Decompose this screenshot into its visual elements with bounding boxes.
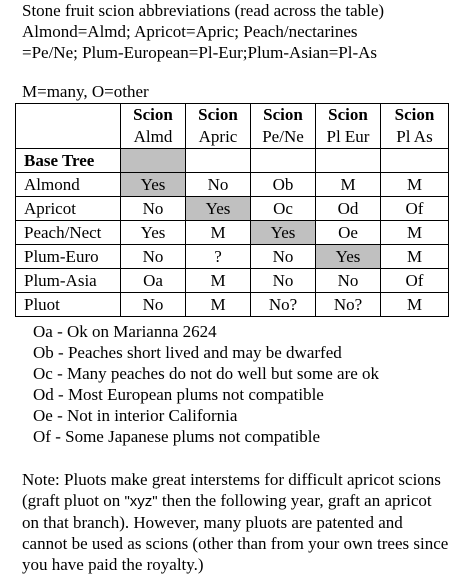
base-tree-label: Base Tree [16,149,121,173]
table-cell: Oc [251,197,316,221]
footnote-code: Oe [33,406,53,425]
footnote-code: Od [33,385,54,404]
table-cell: No [316,269,381,293]
note-text-after: then the following year, graft an apricot on that branch). However, many pluots are patented and cannot be used as scions (other than from your own trees since you have paid the royalty.) [22,491,449,574]
table-cell: No [121,245,186,269]
footnote-text: - Most European plums not compatible [53,385,324,404]
footnote-item [33,321,379,342]
footnote-list [33,321,379,447]
table-cell: M [186,221,251,245]
table-cell: M [381,221,449,245]
table-row [16,173,449,197]
abbreviation-legend: M=many, O=other [22,82,149,101]
row-label: Apricot [16,197,121,221]
footnote-item [33,405,379,426]
header-row-top [16,104,449,126]
corner-cell [16,125,121,149]
footnote-code: Oc [33,364,53,383]
footnote-item [33,426,379,447]
table-cell: M [186,269,251,293]
empty-cell [186,149,251,173]
note-text-before: Note: Pluots make great interstems for difficult apricot scions (graft pluot on [22,470,441,510]
header-scion-type: Pe/Ne [251,125,316,149]
table-row [16,245,449,269]
intro-text [22,0,452,63]
corner-cell [16,104,121,126]
row-label: Plum-Asia [16,269,121,293]
header-scion: Scion [251,104,316,126]
table-cell: Oa [121,269,186,293]
table-cell: M [381,245,449,269]
header-scion: Scion [186,104,251,126]
header-scion: Scion [316,104,381,126]
footnote-text: - Ok on Marianna 2624 [52,322,217,341]
table-cell: Of [381,269,449,293]
footnote-code: Ob [33,343,54,362]
base-tree-row [16,149,449,173]
table-cell: Of [381,197,449,221]
table-cell: No [186,173,251,197]
table-row [16,197,449,221]
table-cell: No [121,197,186,221]
header-scion-type: Pl Eur [316,125,381,149]
table-cell: M [186,293,251,317]
note-code: "xyz" [124,493,158,510]
table-cell: No? [316,293,381,317]
table-cell: No [251,245,316,269]
empty-cell [251,149,316,173]
footnote-text: - Not in interior California [52,406,238,425]
footnote-code: Of [33,427,51,446]
header-scion-type: Pl As [381,125,449,149]
table-cell: M [381,293,449,317]
intro-line-1: Stone fruit scion abbreviations (read across the table) [22,1,385,20]
table-cell: ? [186,245,251,269]
header-scion-type: Apric [186,125,251,149]
table-row [16,269,449,293]
intro-line-2: Almond=Almd; Apricot=Apric; Peach/nectarines [22,22,358,41]
empty-cell [381,149,449,173]
table-cell: Yes [316,245,381,269]
table-cell: Od [316,197,381,221]
header-scion: Scion [381,104,449,126]
footnote-item [33,384,379,405]
table-cell: Yes [121,221,186,245]
footnote-text: - Some Japanese plums not compatible [50,427,321,446]
footnote-code: Oa [33,322,53,341]
table-cell: Ob [251,173,316,197]
row-label: Peach/Nect [16,221,121,245]
header-scion: Scion [121,104,186,126]
table-cell: M [381,173,449,197]
footnote-text: - Many peaches do not do well but some are ok [52,364,380,383]
table-cell: Oe [316,221,381,245]
header-scion-type: Almd [121,125,186,149]
table-cell: No [121,293,186,317]
row-label: Almond [16,173,121,197]
footnote-text: - Peaches short lived and may be dwarfed [53,343,342,362]
table-row [16,293,449,317]
intro-line-3: =Pe/Ne; Plum-European=Pl-Eur;Plum-Asian=Pl-As [22,43,378,62]
empty-cell [316,149,381,173]
row-label: Plum-Euro [16,245,121,269]
header-row-bottom [16,125,449,149]
table-row [16,221,449,245]
table-cell: Yes [121,173,186,197]
table-cell: No? [251,293,316,317]
table-cell: Yes [251,221,316,245]
graft-compatibility-table [15,103,449,317]
footnote-item [33,363,379,384]
table-cell: Yes [186,197,251,221]
table-cell: M [316,173,381,197]
table-cell: No [251,269,316,293]
footnote-item [33,342,379,363]
row-label: Pluot [16,293,121,317]
empty-cell [121,149,186,173]
pluot-note [22,469,450,575]
